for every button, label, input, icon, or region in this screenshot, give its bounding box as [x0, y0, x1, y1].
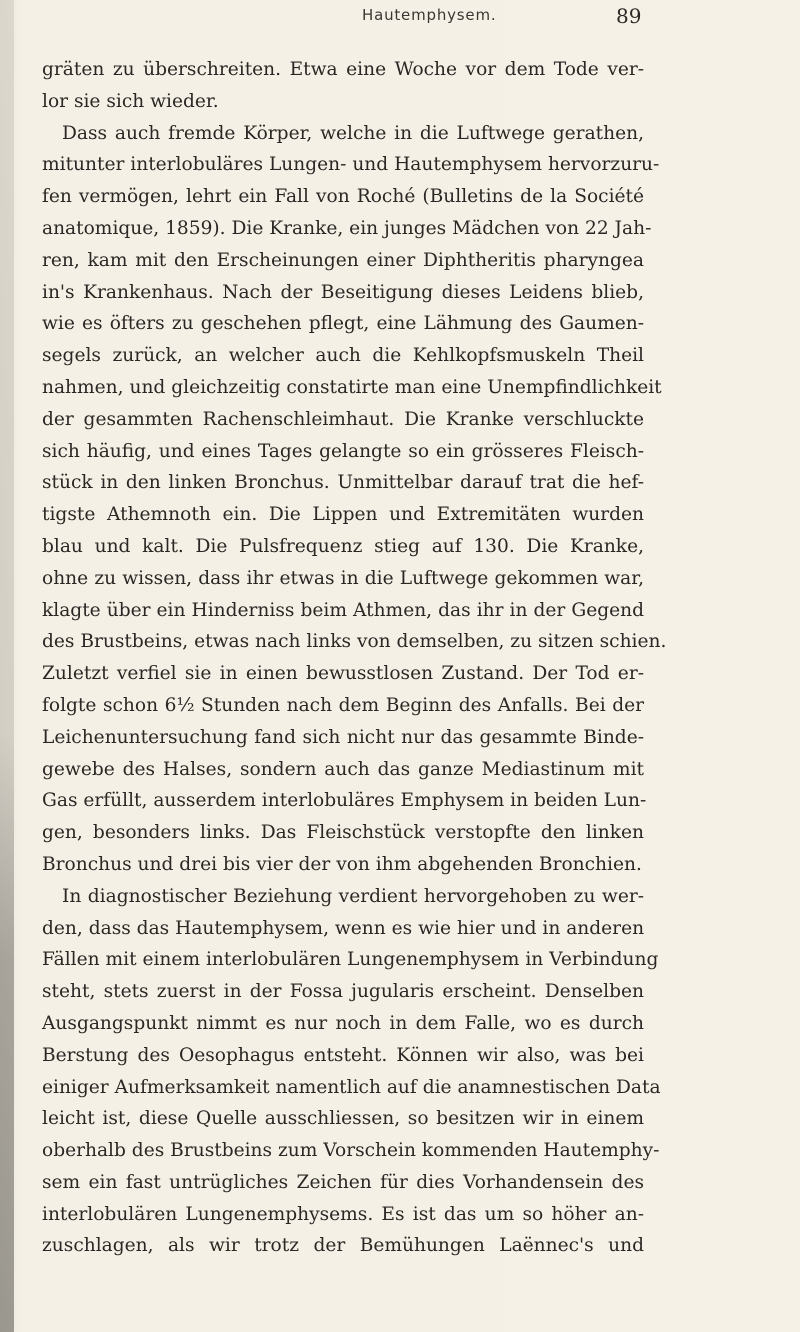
text-line: interlobulären Lungenemphysems. Es ist das um so höher an-: [42, 1203, 644, 1225]
text-line: sem ein fast untrügliches Zeichen für dies Vorhandensein des: [42, 1171, 644, 1193]
text-line: tigste Athemnoth ein. Die Lippen und Extremitäten wurden: [42, 504, 644, 526]
text-line: Gas erfüllt, ausserdem interlobuläres Emphysem in beiden Lun-: [42, 790, 647, 812]
text-line: klagte über ein Hinderniss beim Athmen, das ihr in der Gegend: [42, 599, 644, 621]
text-line: segels zurück, an welcher auch die Kehlkopfsmuskeln Theil: [42, 345, 644, 367]
text-line: ohne zu wissen, dass ihr etwas in die Luftwege gekommen war,: [42, 567, 644, 589]
text-line: der gesammten Rachenschleimhaut. Die Kranke verschluckte: [42, 408, 644, 430]
running-title: Hautemphysem.: [362, 6, 497, 24]
text-line: gen, besonders links. Das Fleischstück verstopfte den linken: [42, 822, 644, 844]
text-line: in's Krankenhaus. Nach der Beseitigung dieses Leidens blieb,: [42, 281, 644, 303]
text-line: fen vermögen, lehrt ein Fall von Roché (Bulletins de la Société: [42, 186, 644, 208]
text-line: einiger Aufmerksamkeit namentlich auf die anamnestischen Data: [42, 1076, 661, 1098]
text-line: Leichenuntersuchung fand sich nicht nur das gesammte Binde-: [42, 726, 644, 748]
text-line: steht, stets zuerst in der Fossa jugularis erscheint. Denselben: [42, 981, 644, 1003]
page-number: 89: [616, 4, 642, 28]
text-line: oberhalb des Brustbeins zum Vorschein kommenden Hautemphy-: [42, 1140, 660, 1162]
text-line: zuschlagen, als wir trotz der Bemühungen Laënnec's und: [42, 1235, 644, 1257]
text-line: nahmen, und gleichzeitig constatirte man eine Unempfindlichkeit: [42, 376, 662, 398]
text-line: Bronchus und drei bis vier der von ihm abgehenden Bronchien.: [42, 853, 642, 875]
text-line: Dass auch fremde Körper, welche in die Luftwege gerathen,: [62, 122, 644, 144]
text-line: leicht ist, diese Quelle ausschliessen, so besitzen wir in einem: [42, 1108, 644, 1130]
text-line: Zuletzt verfiel sie in einen bewusstlosen Zustand. Der Tod er-: [42, 663, 644, 685]
body-text: [42, 54, 667, 1262]
text-line: stück in den linken Bronchus. Unmittelbar darauf trat die hef-: [42, 472, 644, 494]
text-line: den, dass das Hautemphysem, wenn es wie hier und in anderen: [42, 917, 645, 939]
text-line: Ausgangspunkt nimmt es nur noch in dem Falle, wo es durch: [42, 1012, 644, 1034]
running-header: [0, 4, 800, 34]
text-line: In diagnostischer Beziehung verdient hervorgehoben zu wer-: [62, 885, 644, 907]
text-line: anatomique, 1859). Die Kranke, ein junges Mädchen von 22 Jah-: [42, 217, 652, 239]
text-line: des Brustbeins, etwas nach links von demselben, zu sitzen schien.: [42, 631, 667, 653]
text-line: ren, kam mit den Erscheinungen einer Diphtheritis pharyngea: [42, 249, 644, 271]
text-line: sich häufig, und eines Tages gelangte so ein grösseres Fleisch-: [42, 440, 644, 462]
text-line: blau und kalt. Die Pulsfrequenz stieg auf 130. Die Kranke,: [42, 535, 644, 557]
text-line: wie es öfters zu geschehen pflegt, eine Lähmung des Gaumen-: [42, 313, 644, 335]
text-line: mitunter interlobuläres Lungen- und Hautemphysem hervorzuru-: [42, 154, 660, 176]
binding-gutter: [0, 0, 14, 1332]
text-line: Berstung des Oesophagus entsteht. Können wir also, was bei: [42, 1044, 644, 1066]
text-line: gräten zu überschreiten. Etwa eine Woche vor dem Tode ver-: [42, 59, 644, 80]
text-line: lor sie sich wieder.: [42, 90, 219, 112]
text-line: folgte schon 6½ Stunden nach dem Beginn des Anfalls. Bei der: [42, 694, 644, 716]
text-line: Fällen mit einem interlobulären Lungenemphysem in Verbindung: [42, 949, 659, 971]
text-line: gewebe des Halses, sondern auch das ganze Mediastinum mit: [42, 758, 644, 780]
